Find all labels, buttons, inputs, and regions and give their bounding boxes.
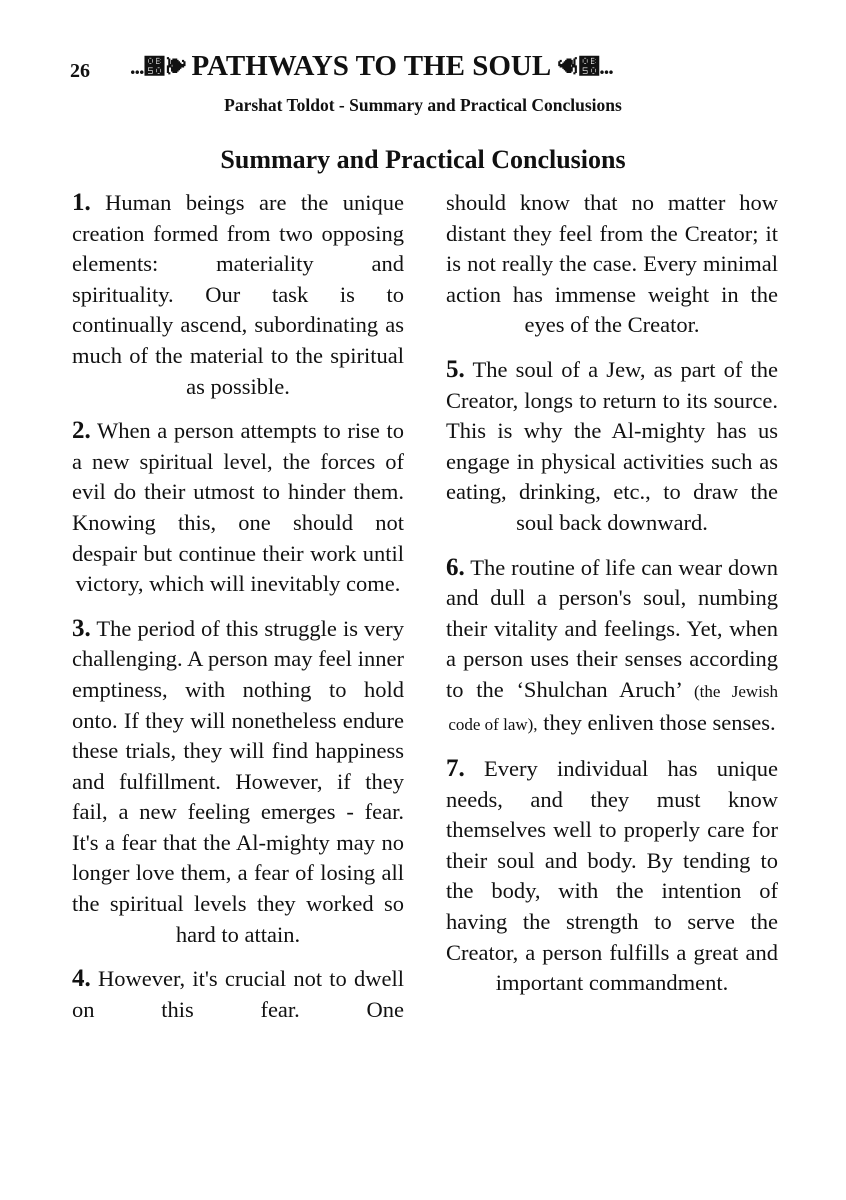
item-number: 4. (72, 965, 91, 993)
ornament-left-icon: ...୐❧ (130, 53, 186, 79)
list-item-continued (446, 188, 778, 341)
section-title: Summary and Practical Conclusions (220, 145, 626, 174)
page-number: 26 (70, 60, 90, 82)
right-column (446, 188, 778, 1013)
item-text: Every individual has unique needs, and they must know themselves well to properly care for their soul and body. By tending to the body, with the intention of having the strength to serve the Creator, a person fulfills a great and important commandment. (446, 756, 778, 996)
item-number: 2. (72, 417, 91, 445)
item-text: Human beings are the unique creation formed from two opposing elements: materiality and spirituality. Our task is to continually ascend, subordinating as much of the material to the spiritual as possible. (72, 190, 405, 399)
chapter-subtitle: Parshat Toldot - Summary and Practical Conclusions (224, 95, 622, 115)
running-title: PATHWAYS TO THE SOUL (191, 50, 552, 82)
item-number: 3. (72, 614, 91, 642)
list-item (72, 416, 404, 600)
item-text: The soul of a Jew, as part of the Creator, longs to return to its source. This is why the Al-mighty has us engage in physical activities such as eating, drinking, etc., to draw the soul back downward. (446, 356, 779, 535)
item-text: they enliven those senses. (543, 709, 776, 735)
list-item (446, 754, 778, 999)
item-text: The routine of life can wear down and dull a person's soul, numbing their vitality and feelings. Yet, when a person uses their senses according to the ‘Shulchan Aruch’ (446, 554, 779, 702)
list-item (72, 188, 404, 402)
running-header (130, 50, 730, 83)
left-column (72, 188, 404, 1039)
item-note: (the Jewish code of law), (448, 681, 779, 734)
item-text: When a person attempts to rise to a new spiritual level, the forces of evil do their utmost to hinder them. Knowing this, one should not despair but continue their work until victory, which will inevitably come. (72, 418, 405, 597)
item-number: 5. (446, 355, 465, 383)
ornament-right-icon: ☙୐... (557, 53, 613, 79)
item-text: should know that no matter how distant they feel from the Creator; it is not really the case. Every minimal action has immense weight in the eyes of the Creator. (446, 190, 778, 338)
list-item (446, 553, 778, 741)
item-number: 1. (72, 189, 91, 216)
item-text: However, it's crucial not to dwell on this fear. One (72, 966, 404, 1022)
list-item (446, 355, 778, 539)
item-text: The period of this struggle is very challenging. A person may feel inner emptiness, with nothing to hold onto. If they will nonetheless endure these trials, they will find happiness and fulfillment. However, if they fail, a new feeling emerges - fear. It's a fear that the Al-mighty may no longer love them, a fear of losing all the spiritual levels they worked so hard to attain. (72, 615, 405, 947)
list-item (72, 614, 404, 951)
item-number: 7. (446, 755, 465, 783)
item-number: 6. (446, 553, 465, 581)
list-item (72, 964, 404, 1025)
